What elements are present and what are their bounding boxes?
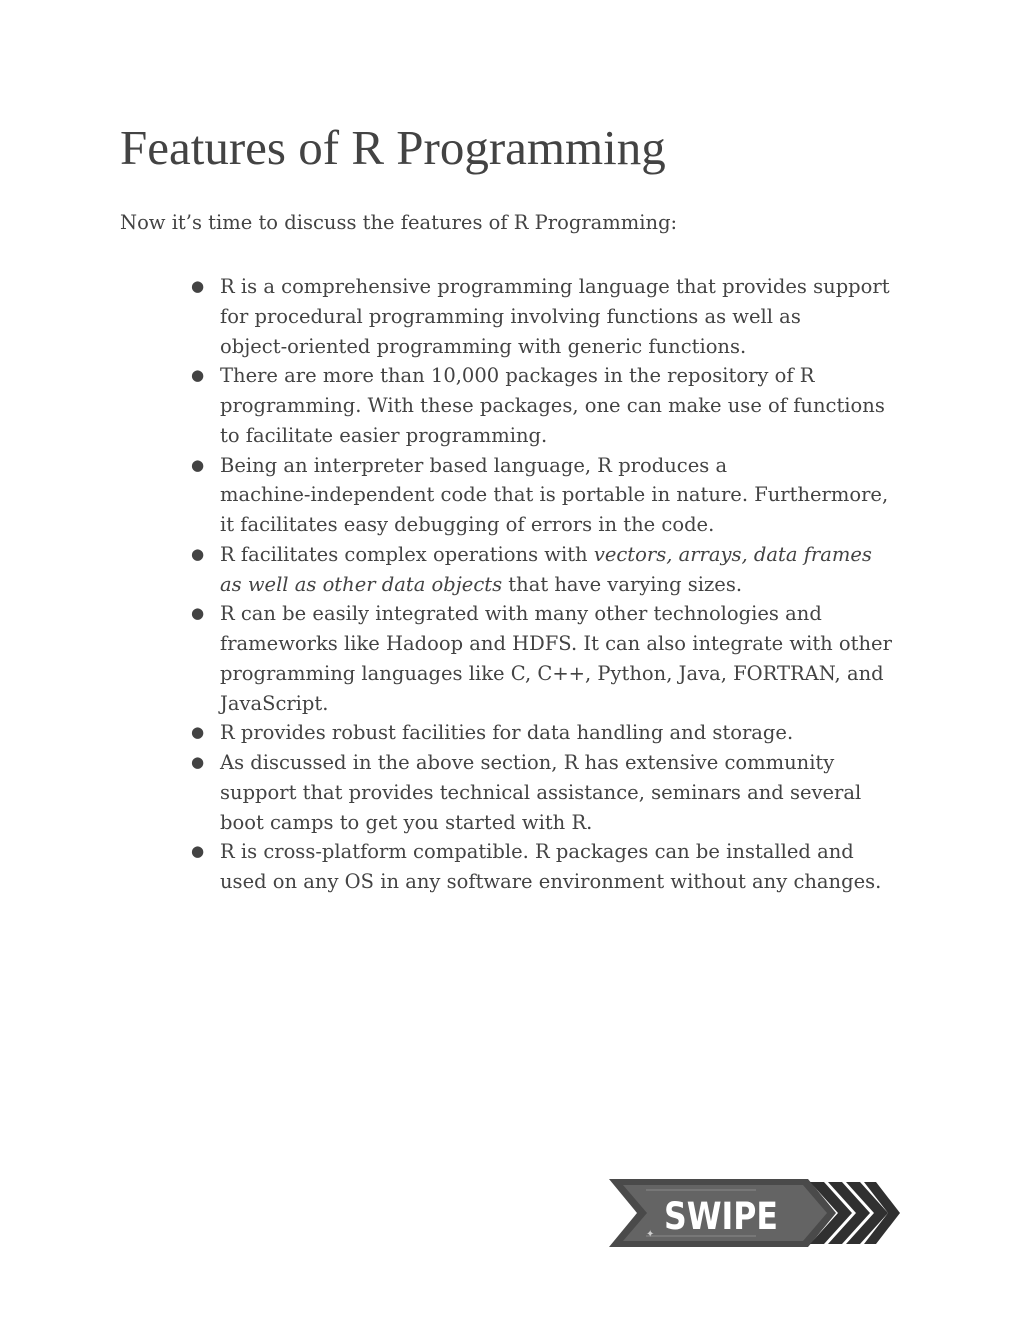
- feature-line: it facilitates easy debugging of errors in the code.: [220, 513, 715, 536]
- feature-line: programming. With these packages, one can make use of functions: [220, 394, 885, 417]
- feature-item-integration: [220, 599, 910, 718]
- feature-line: R can be easily integrated with many other technologies and: [220, 602, 822, 626]
- feature-text: that have varying sizes.: [502, 572, 743, 596]
- feature-line: programming languages like C, C++, Python, Java, FORTRAN, and: [220, 661, 884, 685]
- feature-line: Being an interpreter based language, R produces a: [220, 453, 728, 477]
- swipe-label: SWIPE: [664, 1195, 778, 1238]
- feature-item-data-structures: [220, 540, 910, 600]
- feature-line: As discussed in the above section, R has extensive community: [220, 751, 835, 774]
- feature-item-interpreter: [220, 451, 910, 540]
- feature-item-packages: [220, 361, 910, 450]
- intro-paragraph: Now it’s time to discuss the features of R Programming:: [120, 211, 678, 234]
- page-title: Features of R Programming: [120, 120, 666, 175]
- feature-line: R is cross-platform compatible. R packages can be installed and: [220, 840, 854, 864]
- feature-line: to facilitate easier programming.: [220, 423, 548, 447]
- feature-line: boot camps to get you started with R.: [220, 810, 593, 834]
- feature-line: There are more than 10,000 packages in the repository of R: [220, 364, 815, 388]
- feature-line: R provides robust facilities for data handling and storage.: [220, 721, 794, 745]
- feature-item-oop: [220, 272, 910, 361]
- feature-item-community: [220, 748, 910, 837]
- feature-line: JavaScript.: [220, 691, 329, 715]
- feature-item-cross-platform: [220, 837, 910, 897]
- feature-line: frameworks like Hadoop and HDFS. It can also integrate with other: [220, 632, 892, 655]
- feature-line: object-oriented programming with generic functions.: [220, 334, 747, 358]
- feature-item-data-handling: [220, 718, 910, 748]
- feature-line: used on any OS in any software environment without any changes.: [220, 870, 882, 893]
- swipe-badge[interactable]: [606, 1176, 902, 1250]
- feature-line: machine-independent code that is portable in nature. Furthermore,: [220, 483, 889, 507]
- feature-emphasis: as well as other data objects: [220, 572, 503, 596]
- feature-emphasis: vectors, arrays, data frames: [593, 542, 872, 566]
- feature-line: support that provides technical assistance, seminars and several: [220, 780, 862, 804]
- feature-line: R is a comprehensive programming language that provides support: [220, 275, 890, 298]
- feature-line: for procedural programming involving functions as well as: [220, 304, 801, 328]
- feature-text: R facilitates complex operations with: [220, 542, 594, 566]
- sparkle-icon: ✦: [646, 1229, 655, 1240]
- features-list: [220, 272, 910, 897]
- swipe-arrow-graphic: [606, 1176, 902, 1250]
